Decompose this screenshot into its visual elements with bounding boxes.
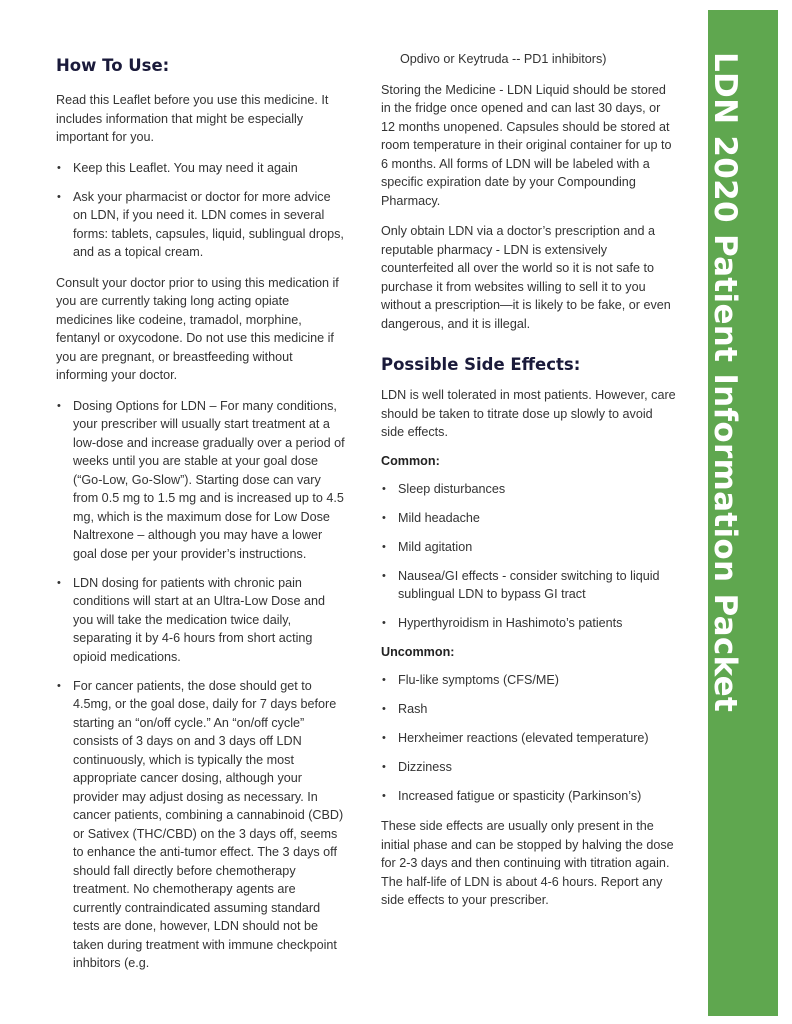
list-item: • Ask your pharmacist or doctor for more advice on LDN, if you need it. LDN comes in several forms: tablets, capsules, liquid, sublingual drops, and as a topical cream. bbox=[57, 189, 344, 259]
side-effects-intro: LDN is well tolerated in most patients. However, care should be taken to titrate dose up slowly to avoid side effects. bbox=[381, 388, 676, 439]
left-column bbox=[56, 56, 346, 985]
list-item: • Hyperthyroidism in Hashimoto’s patients bbox=[381, 614, 677, 633]
list-item: • For cancer patients, the dose should get to 4.5mg, or the goal dose, daily for 7 days before starting an “on/off cycle.” An “on/off cycle” consists of 3 days on and 3 days off LDN continuously, which is typically the most appropriate cancer dosing, although your provider may adjust dosing as necessary. In cancer patients, combining a cannabinoid (CBD) or Sativex (THC/CBD) on the 3 days off, seems to enhance the anti-tumor effect. The 3 days off should fall directly before chemotherapy treatment. No chemotherapy agents are currently contraindicated assuming standard tests are done, however, LDN should not be taken during treatment with immune checkpoint inhbitors (e.g. bbox=[57, 678, 344, 970]
bullet-icon: • bbox=[57, 399, 61, 412]
right-column bbox=[381, 50, 677, 922]
bullet-icon: • bbox=[57, 161, 61, 174]
dosing-bullets bbox=[56, 397, 346, 973]
list-item: • Increased fatigue or spasticity (Parkinson’s) bbox=[381, 787, 677, 806]
bullet-icon: • bbox=[382, 789, 386, 802]
intro-paragraph: Read this Leaflet before you use this medicine. It includes information that might be especially important for you. bbox=[56, 93, 329, 144]
bullet-icon: • bbox=[382, 760, 386, 773]
list-item: • Dosing Options for LDN – For many conditions, your prescriber will usually start treatment at a low-dose and increase gradually over a period of weeks until you are stable at your goal dose (“Go-Low, Go-Slow”). Starting dose can vary from 0.5 mg to 1.5 mg and is increased up to 4.5 mg, which is the maximum dose for Low Dose Naltrexone – although you may have a lower goal dose per your provider’s instructions. bbox=[57, 398, 345, 561]
uncommon-label: Uncommon: bbox=[381, 644, 455, 659]
obtain-paragraph: Only obtain LDN via a doctor’s prescription and a reputable pharmacy - LDN is extensively counterfeited all over the world so it is not safe to purchase it from websites willing to sell it to you without a prescription—it is likely to be fake, or even dangerous, and it is illegal. bbox=[381, 224, 671, 331]
list-item: • Flu-like symptoms (CFS/ME) bbox=[381, 671, 677, 690]
how-to-use-heading: How To Use: bbox=[56, 56, 170, 75]
list-item: • Herxheimer reactions (elevated temperature) bbox=[381, 729, 677, 748]
common-label: Common: bbox=[381, 453, 440, 468]
common-list bbox=[381, 480, 677, 633]
closing-paragraph: These side effects are usually only present in the initial phase and can be stopped by halving the dose for 2-3 days and then continuing with titration again. The half-life of LDN is about 4-6 hours. Report any side effects to your prescriber. bbox=[381, 819, 674, 907]
list-item: • Rash bbox=[381, 700, 677, 719]
list-item: • Mild agitation bbox=[381, 538, 677, 557]
bullet-icon: • bbox=[382, 482, 386, 495]
packet-title: LDN 2020 Patient Information Packet bbox=[707, 52, 743, 713]
list-item: • Nausea/GI effects - consider switching to liquid sublingual LDN to bypass GI tract bbox=[382, 568, 660, 601]
bullet-icon: • bbox=[382, 569, 386, 582]
bullet-icon: • bbox=[382, 617, 386, 629]
bullet-icon: • bbox=[57, 190, 61, 203]
bullet-icon: • bbox=[382, 731, 386, 744]
side-effects-heading: Possible Side Effects: bbox=[381, 355, 581, 374]
bullet-icon: • bbox=[57, 576, 61, 589]
list-item: • Dizziness bbox=[381, 758, 677, 777]
bullet-icon: • bbox=[57, 679, 61, 692]
list-item: • Keep this Leaflet. You may need it again bbox=[56, 159, 346, 178]
storing-paragraph: Storing the Medicine - LDN Liquid should be stored in the fridge once opened and can last 30 days, or 12 months unopened. Capsules should be stored at room temperature in their original container for up to 6 months. All forms of LDN will be labeled with a specific expiration date by your Compounding Pharmacy. bbox=[381, 82, 672, 208]
list-item: • Sleep disturbances bbox=[381, 480, 677, 499]
list-item: • Mild headache bbox=[381, 509, 677, 528]
bullet-icon: • bbox=[382, 540, 386, 553]
uncommon-list bbox=[381, 671, 677, 806]
continued-text: Opdivo or Keytruda -- PD1 inhibitors) bbox=[400, 52, 607, 66]
bullet-icon: • bbox=[382, 702, 386, 715]
list-item: • LDN dosing for patients with chronic pain conditions will start at an Ultra-Low Dose and you will take the medication twice daily, separating it by 4-6 hours from short acting opioid medications. bbox=[57, 575, 325, 664]
bullet-icon: • bbox=[382, 673, 386, 686]
usage-bullets bbox=[56, 159, 346, 262]
bullet-icon: • bbox=[382, 511, 386, 524]
consult-paragraph: Consult your doctor prior to using this medication if you are currently taking long acting opiate medicines like codeine, tramadol, morphine, fentanyl or oxycodone. Do not use this medicine if you are pregnant, or breastfeeding without informing your doctor. bbox=[56, 275, 339, 382]
